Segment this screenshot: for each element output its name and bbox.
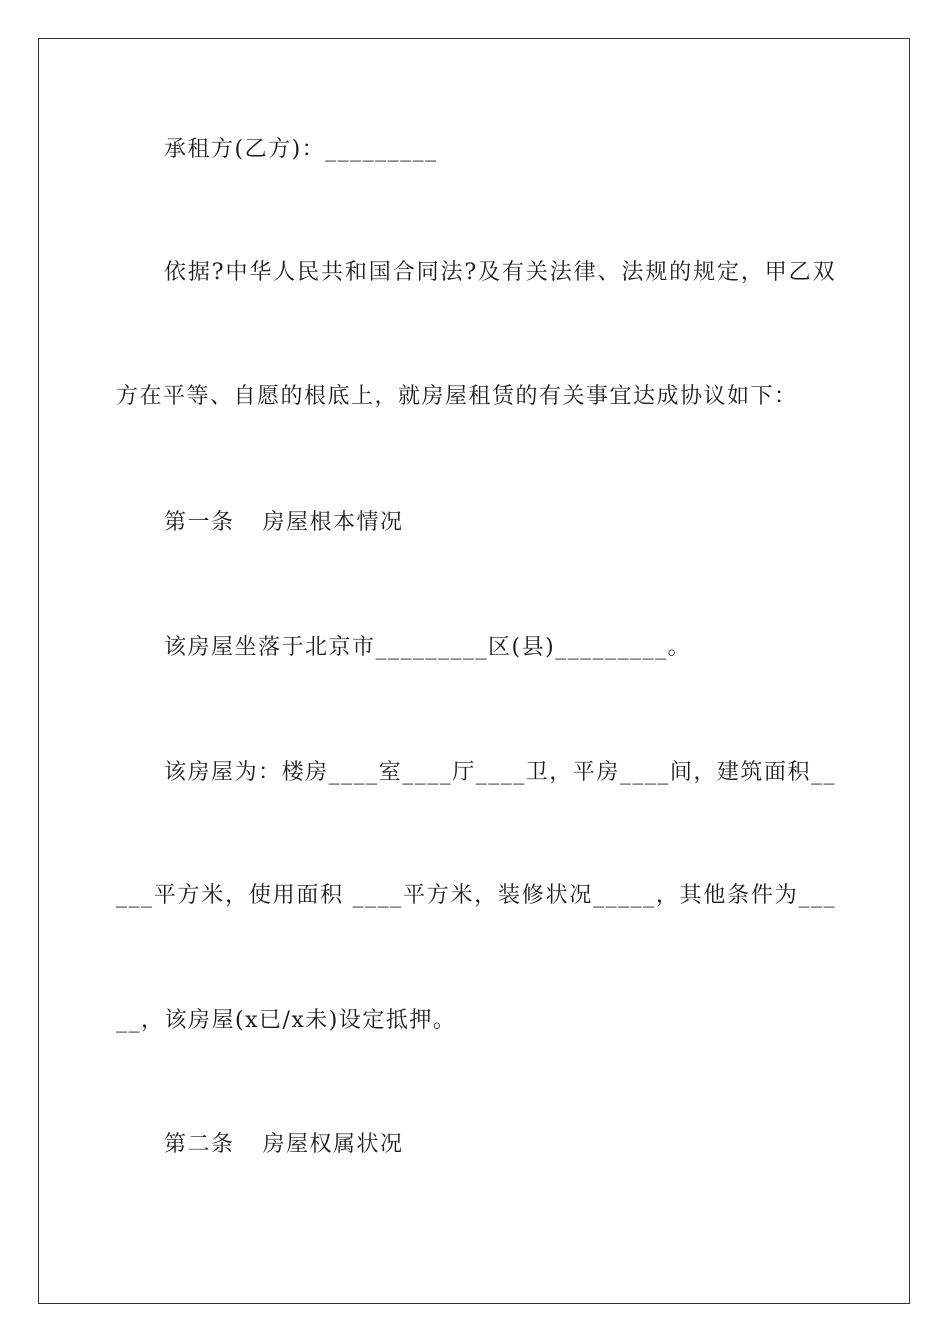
basis-paragraph-line-1: 依据?中华人民共和国合同法?及有关法律、法规的规定，甲乙双 — [164, 260, 836, 285]
details-line-1: 该房屋为：楼房____室____厅____卫，平房____间，建筑面积__ — [164, 760, 836, 785]
details-line-3: __，该房屋(x已/x未)设定抵押。 — [116, 1008, 457, 1033]
article-2-number: 第二条 — [164, 1132, 235, 1157]
details-line-2: ___平方米，使用面积 ____平方米，装修状况_____，其他条件为___ — [116, 883, 836, 908]
location-line: 该房屋坐落于北京市_________区(县)_________。 — [164, 635, 692, 660]
article-1-heading — [116, 508, 836, 538]
article-2-title: 房屋权属状况 — [262, 1132, 404, 1157]
article-2-heading — [116, 1130, 836, 1160]
basis-paragraph-line-2: 方在平等、自愿的根底上，就房屋租赁的有关事宜达成协议如下： — [116, 384, 798, 409]
lessee-line: 承租方(乙方)：_________ — [164, 137, 438, 162]
page-border — [38, 38, 910, 1304]
article-1-number: 第一条 — [164, 510, 235, 535]
article-1-title: 房屋根本情况 — [262, 510, 404, 535]
